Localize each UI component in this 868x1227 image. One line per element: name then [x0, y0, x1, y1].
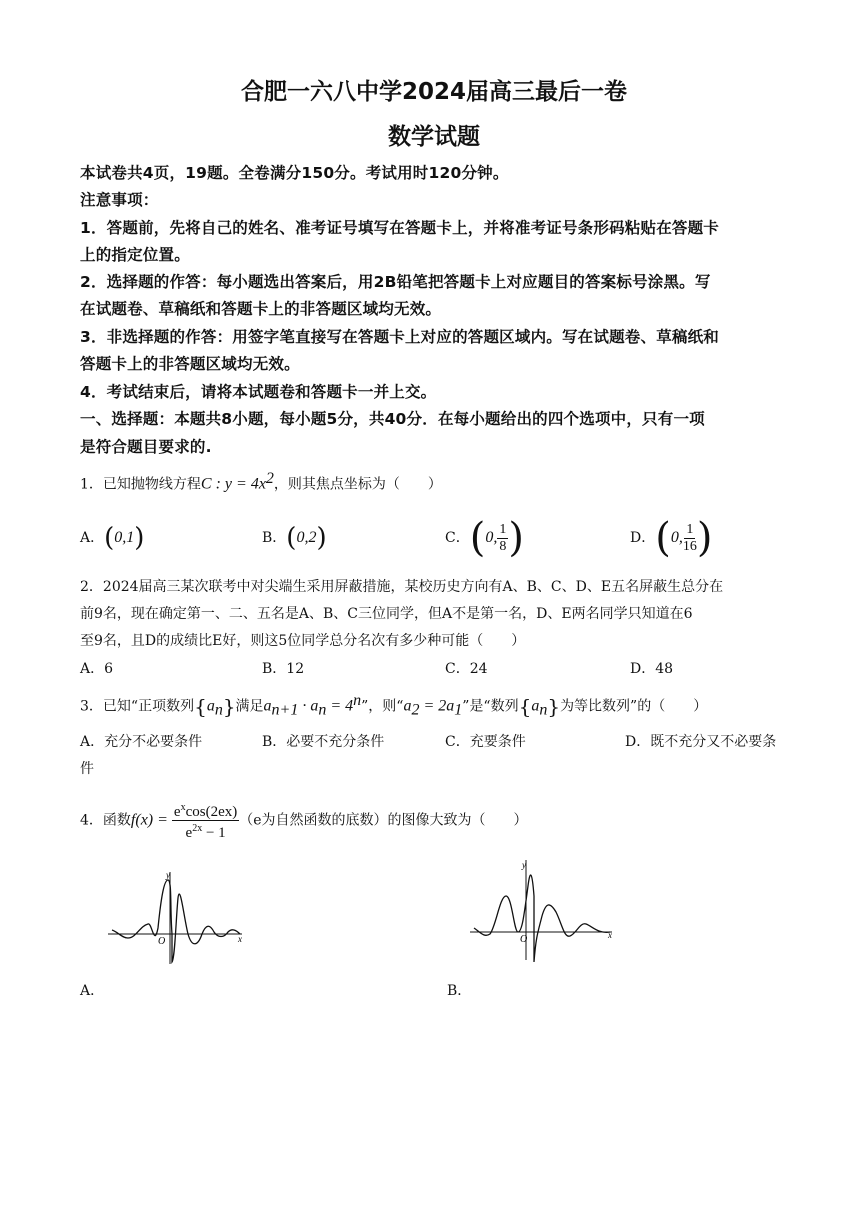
q3-option-d[interactable]: D．既不充分又不必要条: [625, 734, 777, 750]
q4-numerator: [172, 800, 239, 821]
q3-lbrace-1: {: [194, 694, 207, 719]
note-2-line2: 在试题卷、草稿纸和答题卡上的非答题区域均无效。: [80, 300, 442, 318]
q3-cond-exp: n: [353, 692, 362, 709]
q1-option-a-rparen: ): [134, 523, 145, 553]
q1-option-d-rparen: ): [696, 515, 713, 561]
q2-option-a[interactable]: A．6: [80, 661, 114, 677]
section-heading-line1: 一、选择题：本题共8小题，每小题5分，共40分．在每小题给出的四个选项中，只有一项: [80, 410, 705, 428]
note-3-line1: 3．非选择题的作答：用签字笔直接写在答题卡上对应的答题区域内。写在试题卷、草稿纸和: [80, 328, 719, 346]
q1-exponent: 2: [265, 470, 274, 487]
q1-option-a[interactable]: [80, 523, 144, 553]
exam-title: 合肥一六八中学2024届高三最后一卷: [240, 79, 627, 105]
note-1-line1: 1．答题前，先将自己的姓名、准考证号填写在答题卡上，并将准考证号条形码粘贴在答题卡: [80, 219, 719, 237]
q3-seq-sub: n: [214, 701, 223, 719]
q4-graph-b-origin: O: [520, 934, 528, 945]
q4-fx: f(x) =: [130, 811, 172, 829]
q4-suffix: （e为自然函数的底数）的图像大致为（ ）: [239, 812, 528, 829]
q3-option-b[interactable]: B．必要不充分条件: [262, 734, 385, 750]
exam-summary: 本试卷共4页，19题。全卷满分150分。考试用时120分钟。: [80, 164, 509, 182]
q3-seq: a: [206, 697, 215, 715]
q3-eq2-mid: = 2a: [419, 697, 455, 715]
q2-option-d[interactable]: D．48: [630, 661, 674, 677]
q1-option-c-prefix: 0,: [485, 529, 498, 546]
q1-option-b-value: 0,2: [296, 529, 317, 546]
q3-part4: ”是“数列: [462, 698, 519, 715]
note-4: 4．考试结束后，请将本试题卷和答题卡一并上交。: [80, 383, 437, 401]
q3-cond-mid-sub: n: [318, 701, 327, 719]
q1-option-c-rparen: ): [508, 515, 524, 561]
q4-graph-b-x-label: x: [608, 930, 612, 940]
q1-option-d-numerator: 1: [686, 521, 694, 537]
q3-seq-2-sub: n: [539, 701, 548, 719]
q3-part3: ”，则“: [361, 698, 404, 715]
q1-option-c[interactable]: [445, 515, 524, 561]
q1-option-d-label: D．: [630, 530, 656, 546]
q4-den-rest: − 1: [202, 825, 226, 841]
q3-part1: 3．已知“正项数列: [80, 698, 195, 715]
q4-graph-b: [470, 856, 620, 966]
q4-num-exp: x: [180, 802, 186, 813]
q4-num-rest: cos(2ex): [185, 804, 238, 820]
q1-option-b-label: B．: [262, 530, 287, 546]
q1-option-b-rparen: ): [316, 523, 327, 553]
q4-option-a-label[interactable]: A．: [80, 983, 105, 999]
note-2-line1: 2．选择题的作答：每小题选出答案后，用2B铅笔把答题卡上对应题目的答案标号涂黑。写: [80, 273, 711, 291]
q1-option-c-label: C．: [445, 530, 470, 546]
q4-graph-a: [108, 868, 248, 968]
q3-eq2-sub1: 1: [454, 701, 463, 719]
exam-subtitle: 数学试题: [388, 124, 480, 150]
q4-option-b-label[interactable]: B．: [447, 983, 472, 999]
q3-cond: a: [263, 697, 272, 715]
question-2-line3: 至9名，且D的成绩比E好，则这5位同学总分名次有多少种可能（ ）: [80, 633, 526, 649]
note-1-line2: 上的指定位置。: [80, 246, 190, 264]
q3-option-a[interactable]: A．充分不必要条件: [80, 734, 203, 750]
q3-cond-sub: n+1: [271, 701, 299, 719]
q1-option-d[interactable]: [630, 515, 712, 561]
q4-fraction: [172, 800, 239, 841]
q1-prefix: 1．已知抛物线方程: [80, 476, 201, 493]
q4-graph-b-curve: [474, 875, 610, 962]
q3-seq-2: a: [531, 697, 540, 715]
q3-eq2-lhs: a: [403, 697, 412, 715]
q3-part2: 满足: [235, 698, 264, 715]
q4-den-exp: 2x: [192, 823, 203, 834]
q4-num-base: e: [173, 804, 181, 820]
q3-option-c[interactable]: C．充要条件: [445, 734, 526, 750]
q1-option-b-lparen: (: [286, 523, 297, 553]
q4-graph-b-y-label: y: [522, 860, 526, 870]
q4-denominator: [186, 821, 226, 841]
q1-suffix: ，则其焦点坐标为（ ）: [273, 476, 442, 493]
q3-part5: 为等比数列”的（ ）: [560, 698, 708, 715]
q3-lbrace-2: {: [518, 694, 532, 719]
q2-option-b[interactable]: B．12: [262, 661, 305, 677]
q4-graph-a-curve: [112, 880, 240, 962]
q4-prefix: 4．函数: [80, 812, 131, 829]
section-heading-line2: 是符合题目要求的.: [80, 438, 212, 456]
q1-option-a-value: 0,1: [114, 529, 135, 546]
q3-eq2-sub2: 2: [411, 701, 420, 719]
q3-option-d-wrap: 件: [80, 761, 94, 777]
q1-option-d-lparen: (: [655, 515, 671, 561]
notice-heading: 注意事项：: [80, 191, 159, 209]
question-2-line1: 2．2024届高三某次联考中对尖端生采用屏蔽措施，某校历史方向有A、B、C、D、E五名屏蔽生总分在: [80, 579, 724, 595]
question-2-line2: 前9名，现在确定第一、二、五名是A、B、C三位同学，但A不是第一名，D、E两名同学只知道在6: [80, 606, 693, 622]
q1-option-d-fraction: [683, 522, 697, 555]
q2-option-c[interactable]: C．24: [445, 661, 488, 677]
q1-option-d-denominator: 16: [682, 538, 697, 554]
q1-option-a-lparen: (: [104, 523, 115, 553]
question-4-stem: [80, 800, 528, 841]
question-3-stem: [80, 692, 707, 719]
q3-rbrace-1: }: [222, 694, 236, 719]
q1-option-b[interactable]: [262, 523, 327, 553]
q4-graph-a-x-label: x: [238, 934, 242, 944]
q1-option-d-prefix: 0,: [670, 529, 683, 546]
q3-cond-mid: · a: [298, 697, 319, 715]
q4-graph-a-y-label: y: [166, 870, 170, 880]
question-1-stem: [80, 470, 442, 494]
note-3-line2: 答题卡上的非答题区域均无效。: [80, 355, 300, 373]
q4-den-base: e: [185, 825, 193, 841]
q1-option-c-fraction: [497, 522, 508, 555]
q3-cond-rhs: = 4: [326, 697, 354, 715]
q1-option-c-numerator: 1: [499, 521, 507, 537]
q1-option-a-label: A．: [80, 530, 105, 546]
q1-option-c-lparen: (: [469, 515, 486, 561]
q4-graph-a-origin: O: [158, 936, 166, 947]
q1-option-c-denominator: 8: [499, 538, 507, 554]
q1-equation: C : y = 4x: [200, 475, 266, 493]
q3-rbrace-2: }: [547, 694, 561, 719]
